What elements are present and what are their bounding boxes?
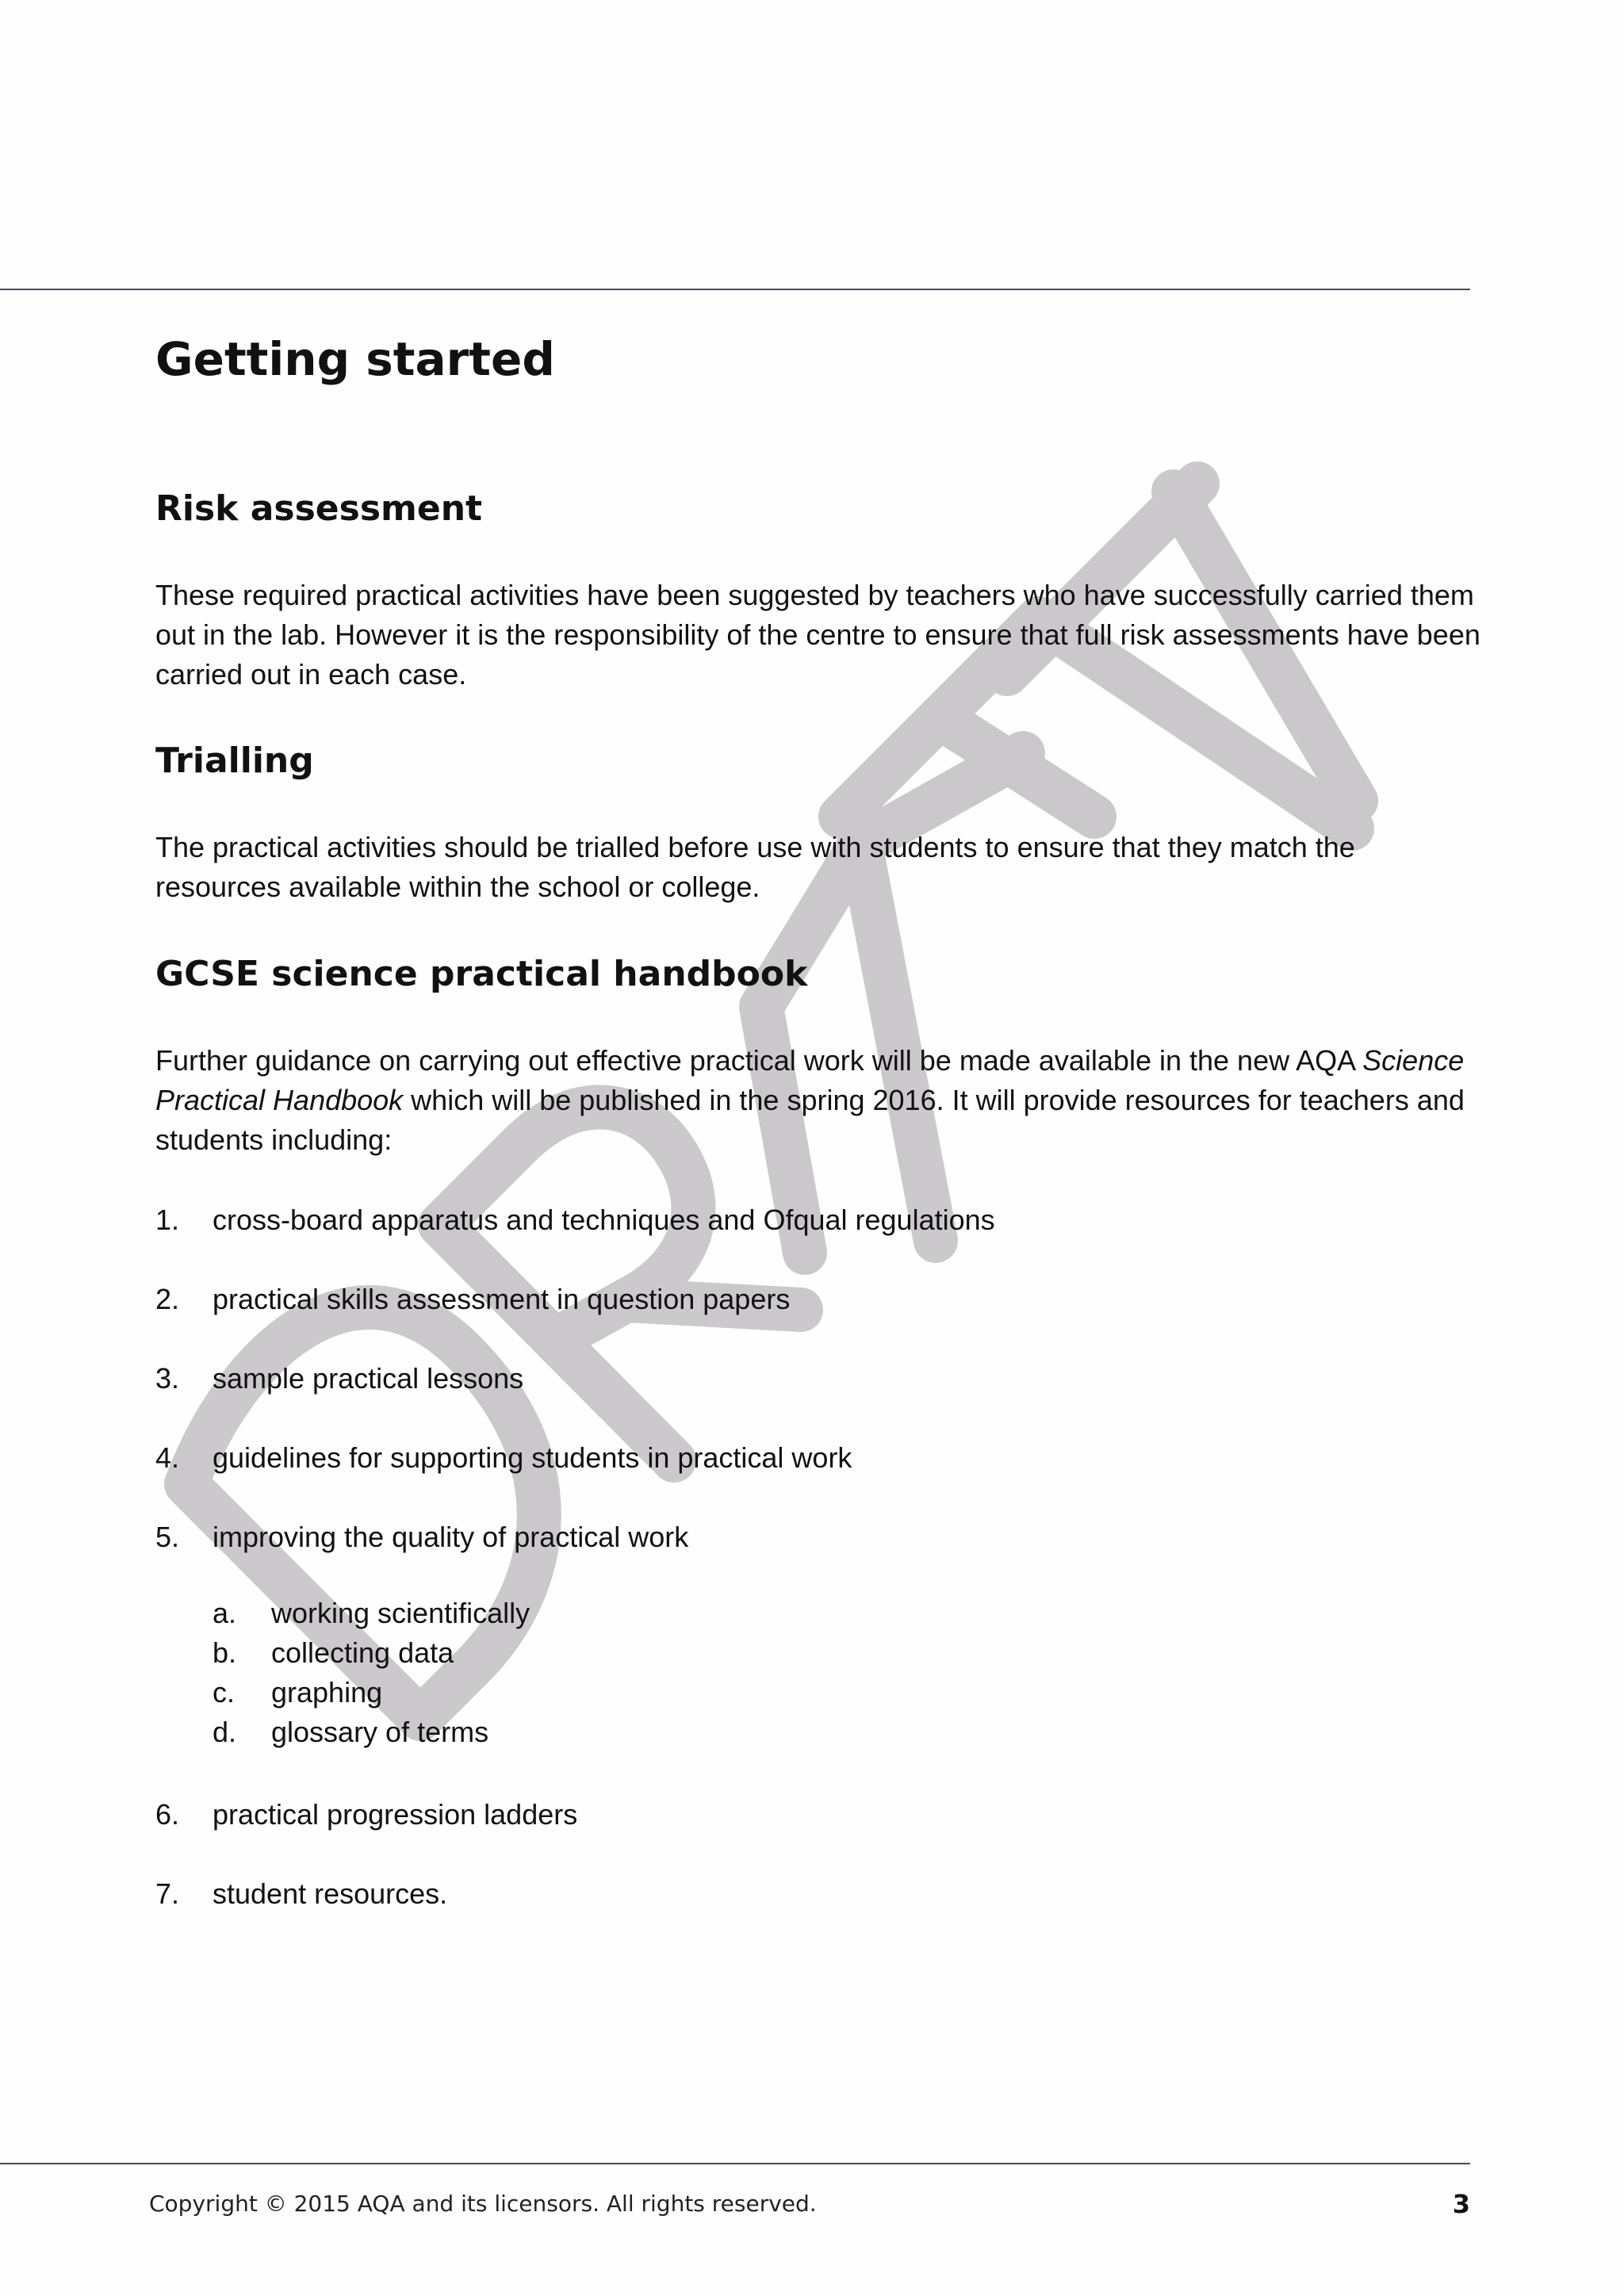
header-rule	[0, 289, 1470, 290]
list-text: guidelines for supporting students in practical work	[213, 1441, 852, 1474]
sub-list	[213, 1594, 530, 1752]
list-text: sample practical lessons	[213, 1362, 524, 1395]
list-text: student resources.	[213, 1877, 448, 1910]
risk-assessment-body: These required practical activities have been suggested by teachers who have successfully carried them out in the lab. However it is the responsibility of the centre to ensure that full risk assessments have been carried out in each case.	[155, 579, 1480, 691]
sub-list-letter: b.	[213, 1636, 237, 1669]
sub-list-item	[213, 1712, 530, 1752]
sub-list-text: graphing	[271, 1676, 383, 1709]
list-number: 3.	[155, 1362, 180, 1395]
sub-list-letter: a.	[213, 1597, 237, 1629]
list-item	[155, 1200, 995, 1240]
trialling-body: The practical activities should be trialled before use with students to ensure that they match the resources available within the school or college.	[155, 831, 1355, 903]
handbook-heading: GCSE science practical handbook	[155, 954, 808, 994]
page-number: 3	[1452, 2189, 1470, 2219]
sub-list-item	[213, 1673, 530, 1712]
list-number: 4.	[155, 1441, 180, 1474]
list-item	[155, 1874, 447, 1914]
sub-list-item	[213, 1594, 530, 1633]
list-item	[155, 1517, 688, 1557]
handbook-body	[155, 1041, 1488, 1160]
list-item	[155, 1359, 523, 1399]
handbook-title-italic: Science Practical Handbook	[155, 1044, 1465, 1116]
sub-list-text: collecting data	[271, 1636, 454, 1669]
sub-list-item	[213, 1633, 530, 1673]
list-number: 6.	[155, 1798, 180, 1831]
list-number: 2.	[155, 1283, 180, 1315]
sub-list-letter: c.	[213, 1676, 236, 1709]
list-item	[155, 1795, 577, 1835]
page-title: Getting started	[155, 332, 555, 386]
list-item	[155, 1438, 852, 1478]
list-text: practical skills assessment in question papers	[213, 1283, 791, 1315]
list-text: practical progression ladders	[213, 1798, 578, 1831]
copyright-notice: Copyright © 2015 AQA and its licensors. All rights reserved.	[149, 2191, 817, 2217]
risk-assessment-heading: Risk assessment	[155, 488, 483, 529]
sub-list-letter: d.	[213, 1716, 237, 1748]
sub-list-text: glossary of terms	[271, 1716, 489, 1748]
list-number: 7.	[155, 1877, 180, 1910]
list-text: cross-board apparatus and techniques and Ofqual regulations	[213, 1203, 995, 1236]
footer-rule	[0, 2163, 1470, 2164]
list-number: 1.	[155, 1203, 180, 1236]
handbook-body-intro: Further guidance on carrying out effective practical work will be made available in the new AQA	[155, 1044, 1363, 1077]
list-number: 5.	[155, 1521, 180, 1553]
handbook-body-rest: which will be published in the spring 2016. It will provide resources for teachers and students including:	[155, 1084, 1465, 1156]
sub-list-text: working scientifically	[271, 1597, 530, 1629]
list-text: improving the quality of practical work	[213, 1521, 689, 1553]
list-item	[155, 1280, 790, 1319]
trialling-heading: Trialling	[155, 740, 314, 781]
